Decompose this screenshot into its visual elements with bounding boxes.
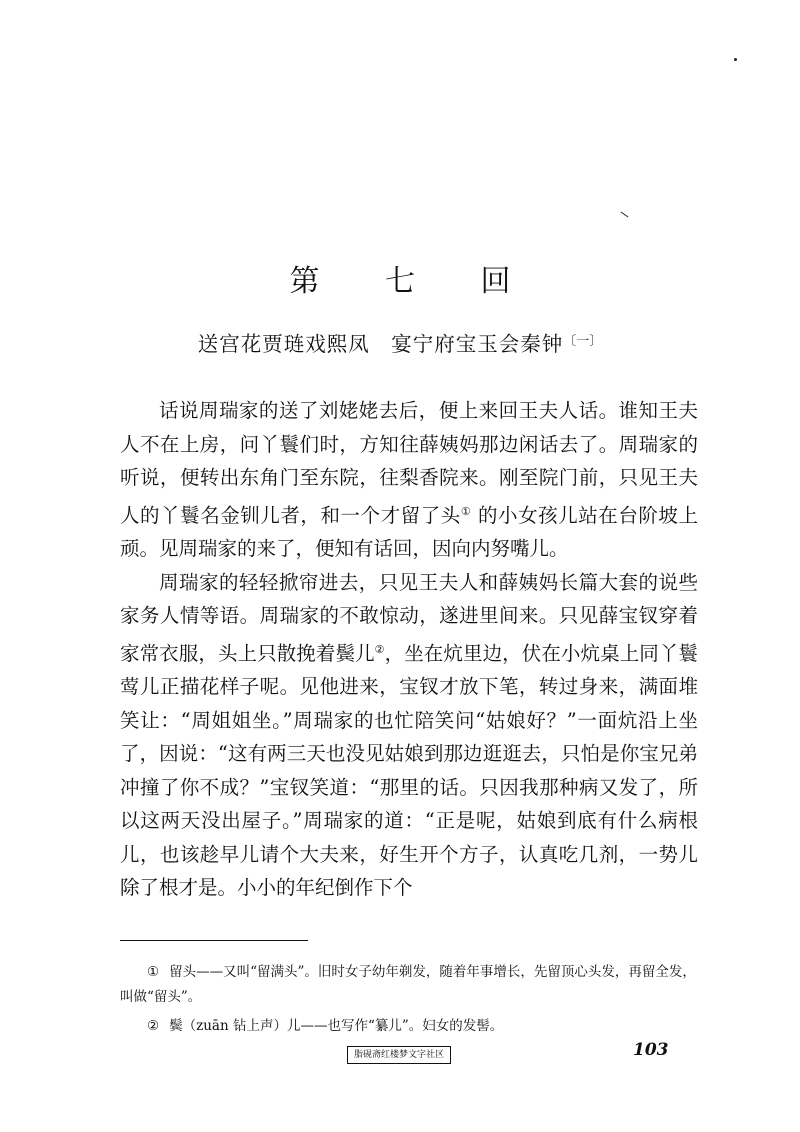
footnote-divider <box>120 940 308 941</box>
chapter-subtitle <box>0 327 800 357</box>
paragraph-text: 周瑞家的轻轻掀帘进去，只见王夫人和薛姨妈长篇大套的说些家务人情等语。周瑞家的不敢惊动，遂进里间来。只见薛宝钗穿着家常衣服，头上只散挽着鬓儿 <box>120 570 698 665</box>
footnote <box>120 960 698 1010</box>
body-text <box>120 394 698 905</box>
paragraph-text: 话说周瑞家的送了刘姥姥去后，便上来回王夫人话。谁知王夫人不在上房，问丫鬟们时，方知往薛姨妈那边闲话去了。周瑞家的听说，便转出东角门至东院，往梨香院来。刚至院门前，只见王夫人的丫鬟名金钏儿者，和一个才留了头 <box>120 399 698 527</box>
scan-speck <box>734 58 737 61</box>
footnote-text: 留头——又叫“留满头”。旧时女子幼年剃发，随着年事增长，先留顶心头发，再留全发，叫做“留头”。 <box>120 964 696 1005</box>
paragraph <box>120 394 698 566</box>
chapter-title: 第 七 回 <box>289 264 539 299</box>
footnote-marker: ① <box>147 964 160 980</box>
chapter-subtitle-note: 〔一〕 <box>563 334 603 349</box>
footnotes <box>120 960 698 1043</box>
footnote <box>120 1014 698 1039</box>
scan-mark <box>621 212 629 218</box>
footnote-text: 鬓（zuān 钻上声）儿——也写作“纂儿”。妇女的发髻。 <box>169 1018 504 1034</box>
paragraph <box>120 566 698 905</box>
chapter-subtitle-text: 送宫花贾琏戏熙凤 宴宁府宝玉会秦钟 <box>197 332 564 356</box>
footnote-ref: ② <box>374 642 385 656</box>
watermark-stamp: 脂砚斋红楼梦文字社区 <box>347 1046 451 1064</box>
paragraph-text: 的小女孩儿站在台阶坡上顽。见周瑞家的来了，便知有话回，因向内努嘴儿。 <box>120 503 698 560</box>
page-number: 103 <box>633 1040 669 1060</box>
footnote-ref: ① <box>460 504 472 518</box>
paragraph-text: ，坐在炕里边，伏在小炕桌上同丫鬟莺儿正描花样子呢。见他进来，宝钗才放下笔，转过身来，满面堆笑让：“周姐姐坐。”周瑞家的也忙陪笑问“姑娘好？”一面炕沿上坐了，因说：“这有两三天也没见姑娘到那边逛逛去，只怕是你宝兄弟冲撞了你不成？”宝钗笑道：“那里的话。只因我那种病又发了，所以这两天没出屋子。”周瑞家的道：“正是呢，姑娘到底有什么病根儿，也该趁早儿请个大夫来，好生开个方子，认真吃几剂，一势儿除了根才是。小小的年纪倒作下个 <box>120 641 698 899</box>
footnote-marker: ② <box>147 1018 160 1034</box>
